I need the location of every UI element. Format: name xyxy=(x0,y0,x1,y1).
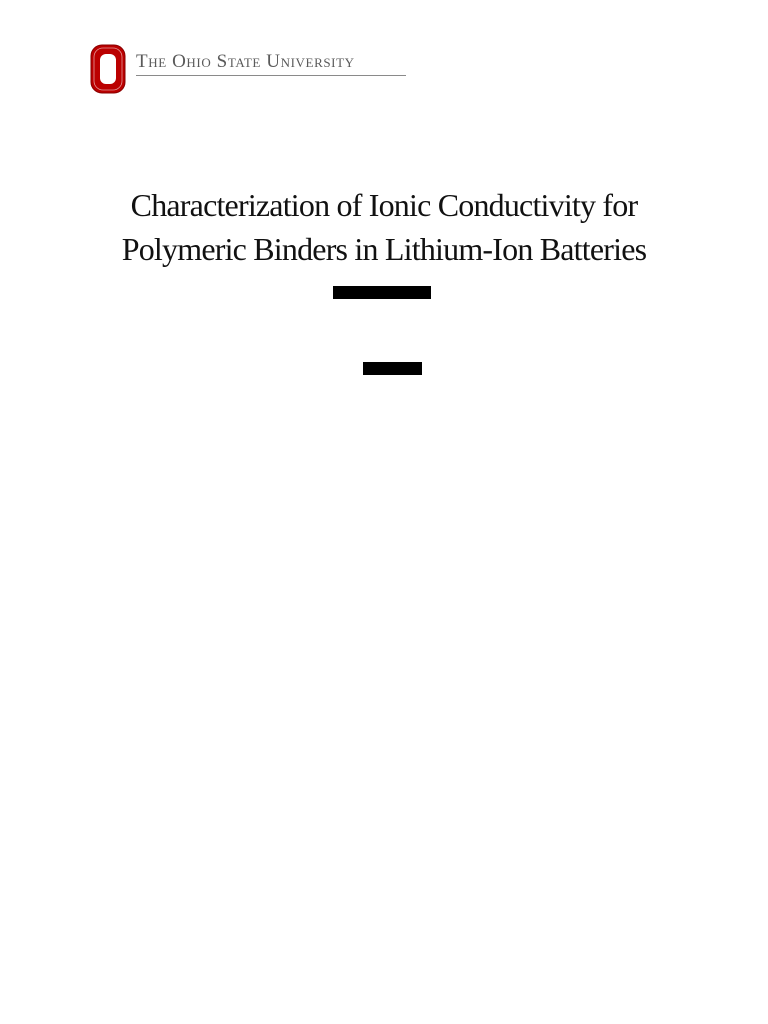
title-line-1: Characterization of Ionic Conductivity for xyxy=(130,187,638,223)
title-line-2: Polymeric Binders in Lithium-Ion Batteries xyxy=(121,231,647,267)
redacted-author-bar xyxy=(333,286,431,299)
university-logo xyxy=(90,44,406,94)
wordmark-underline xyxy=(136,75,406,76)
document-title xyxy=(0,183,768,271)
block-o-logo-icon xyxy=(90,44,126,94)
university-name: The Ohio State University xyxy=(136,51,355,72)
university-wordmark xyxy=(136,52,406,76)
redacted-date-bar xyxy=(363,362,422,375)
